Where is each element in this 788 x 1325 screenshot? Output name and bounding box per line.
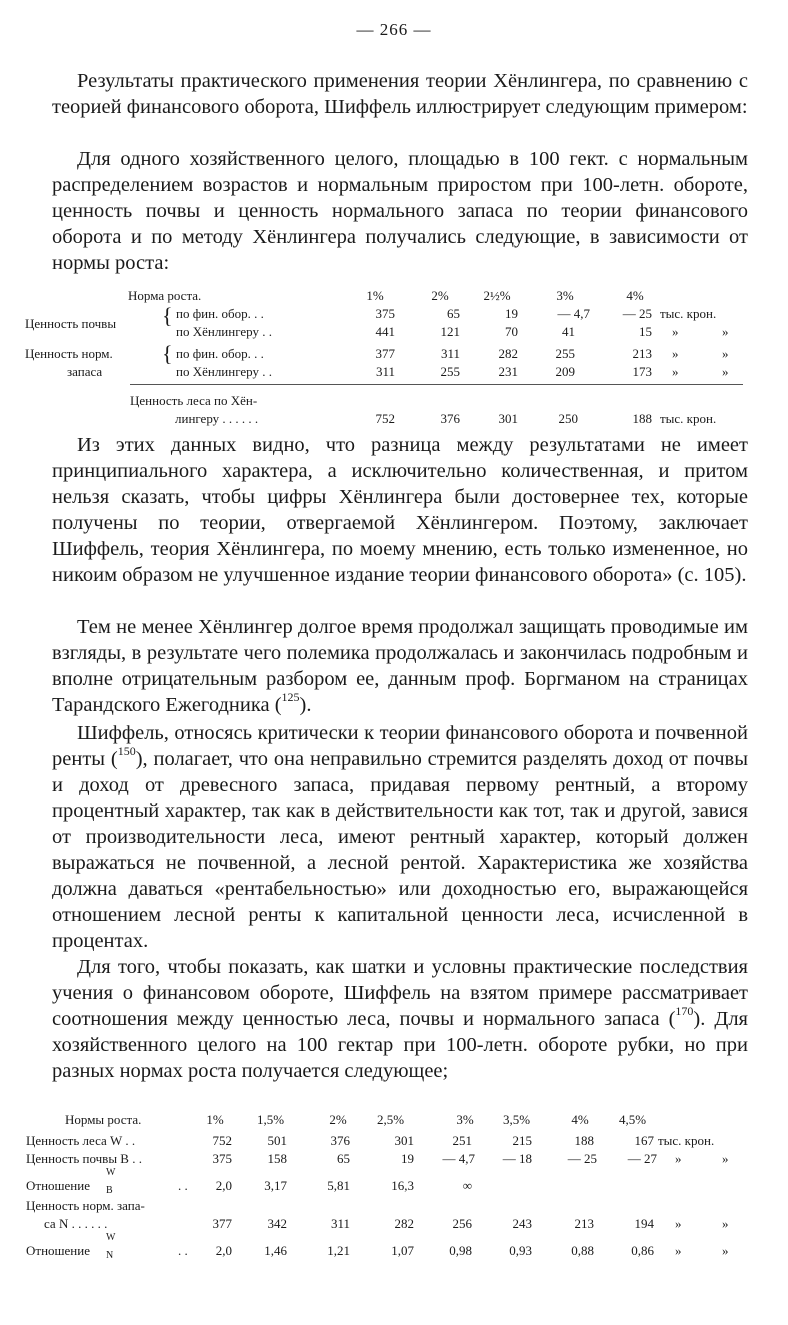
fraction-numerator: W <box>106 1167 116 1178</box>
table-unit: » <box>672 364 679 379</box>
table2-rate: 2,5% <box>376 1112 405 1127</box>
table2-rate: 3% <box>456 1112 474 1127</box>
paragraph-6: Для того, чтобы показать, как шатки и условны практические последствия учения о финансовом обороте, Шиффель на взятом примере рассматривает соотношения между ценностью леса, почвы и нормального запаса ($^{170}$). Для хозяйственного целого на 100 гектар при 100-летн. обороте рубки, но при разных нормах роста получается следующее; <box>52 956 748 1082</box>
table-cell: 377 <box>375 346 395 361</box>
table-cell: 752 <box>375 411 395 426</box>
table-cell: 375 <box>375 306 395 321</box>
table-cell: 1,46 <box>264 1243 287 1258</box>
table-cell: 301 <box>394 1133 414 1148</box>
table-cell: 188 <box>632 411 652 426</box>
table1-rate: 3% <box>556 288 574 303</box>
table2-row-label: са N . . . . . . <box>44 1216 108 1231</box>
table-cell: 215 <box>512 1133 532 1148</box>
table-cell: 209 <box>555 364 575 379</box>
table-cell: 0,88 <box>571 1243 594 1258</box>
table-cell: 0,98 <box>449 1243 472 1258</box>
footnote-ref: 125 <box>281 690 300 705</box>
table-cell: 19 <box>505 306 518 321</box>
table-unit: » <box>722 1243 729 1258</box>
table2-row-label: Ценность норм. запа- <box>26 1198 145 1213</box>
table-cell: 121 <box>440 324 460 339</box>
table-cell: — 4,7 <box>442 1151 475 1166</box>
table2-rate: 1% <box>206 1112 224 1127</box>
table-cell: 213 <box>632 346 652 361</box>
table-cell: 1,07 <box>391 1243 414 1258</box>
table-cell: 251 <box>452 1133 472 1148</box>
table-cell: — 4,7 <box>557 306 590 321</box>
table-cell: 65 <box>337 1151 350 1166</box>
table2-row-label: Отношение <box>26 1178 90 1193</box>
table2-row-label: Ценность почвы B . . <box>26 1151 142 1166</box>
table-unit: » <box>675 1216 682 1231</box>
brace-icon: { <box>162 303 173 328</box>
table1-group-label: Ценность почвы <box>25 316 117 331</box>
paragraph-5: Шиффель, относясь критически к теории финансового оборота и почвенной ренты ($^{150}$), полагает, что она неправильно стремится разделять доход от почвы и доход от древесного запаса, придавая первому рентный, а второму процентный характер, так как в действительности как тот, так и другой, завися от производительности леса, имеют рентный характер, который должен выражаться не почвенной, а лесной рентой. Характеристика же хозяйства должна даваться «рентабельностью» или доходностью его, выражающейся отношением лесной ренты к капитальной ценности леса, исчисленной в процентах. <box>52 722 748 952</box>
table-cell: 3,17 <box>264 1178 287 1193</box>
table-unit: » <box>722 364 729 379</box>
brace-icon: { <box>162 341 173 366</box>
table-cell: 188 <box>574 1133 594 1148</box>
table-cell: 158 <box>267 1151 287 1166</box>
table2-rate: 2% <box>329 1112 347 1127</box>
table-unit: » <box>722 346 729 361</box>
table-unit: » <box>675 1243 682 1258</box>
table1-method: по Хёнлингеру . . <box>176 324 272 339</box>
table2-header-label: Нормы роста. <box>65 1112 142 1127</box>
page-number: — 266 — <box>356 20 432 39</box>
table-unit: тыс. крон. <box>658 1133 715 1148</box>
table2-row-dots: . . <box>178 1178 188 1193</box>
table-unit: » <box>722 1151 729 1166</box>
table2-row-label: Ценность леса W . . <box>26 1133 136 1148</box>
table-cell: 231 <box>498 364 518 379</box>
table-cell: 213 <box>574 1216 594 1231</box>
paragraph-1: Результаты практического применения теории Хёнлингера, по сравнению с теорией финансового оборота, Шиффель иллюстрирует следующим примером: <box>52 70 748 118</box>
table-cell: 377 <box>212 1216 232 1231</box>
table-cell: 301 <box>498 411 518 426</box>
table-cell: 501 <box>267 1133 287 1148</box>
table-cell: — 18 <box>502 1151 532 1166</box>
table-cell: 311 <box>375 364 395 379</box>
table1-method: по Хёнлингеру . . <box>176 364 272 379</box>
table-cell: 342 <box>267 1216 287 1231</box>
table2-row-dots: . . <box>178 1243 188 1258</box>
table-cell: 2,0 <box>215 1243 232 1258</box>
table-unit: тыс. крон. <box>660 306 717 321</box>
table-cell: — 27 <box>627 1151 657 1166</box>
fraction-denominator: B <box>106 1185 113 1196</box>
table-cell: 375 <box>212 1151 232 1166</box>
table-cell: 41 <box>562 324 575 339</box>
table1-rate: 4% <box>626 288 644 303</box>
table-cell: 376 <box>440 411 460 426</box>
table-cell: 243 <box>512 1216 532 1231</box>
table-cell: 16,3 <box>391 1178 414 1193</box>
table-unit: » <box>722 324 729 339</box>
fraction-numerator: W <box>106 1232 116 1243</box>
table-cell: 376 <box>330 1133 350 1148</box>
table-cell: 1,21 <box>327 1243 350 1258</box>
table-cell: 70 <box>505 324 518 339</box>
table-cell: 194 <box>634 1216 654 1231</box>
table-cell: 15 <box>639 324 652 339</box>
table-cell: 65 <box>447 306 460 321</box>
table2-rate: 4% <box>571 1112 589 1127</box>
table-rule <box>130 384 743 385</box>
table-cell: 250 <box>558 411 578 426</box>
table-cell: 441 <box>375 324 395 339</box>
table1-total-label: Ценность леса по Хён- <box>130 393 258 408</box>
table-unit: тыс. крон. <box>660 411 717 426</box>
table-unit: » <box>722 1216 729 1231</box>
table2-row-label: Отношение <box>26 1243 90 1258</box>
footnote-ref: 150 <box>117 744 136 759</box>
table1-group-label: Ценность норм. <box>25 346 113 361</box>
paragraph-2: Для одного хозяйственного целого, площадью в 100 гект. с нормальным распределением возрастов и нормальным приростом при 100-летн. обороте, ценность почвы и ценность нормального запаса по теории финансового оборота и по методу Хёнлингера получались следующие, в зависимости от нормы роста: <box>52 148 748 274</box>
table2-rate: 4,5% <box>618 1112 647 1127</box>
table-cell: 255 <box>555 346 575 361</box>
table1-rate: 2½% <box>483 288 511 303</box>
table2-rate: 1,5% <box>256 1112 285 1127</box>
table-cell: — 25 <box>567 1151 597 1166</box>
table-cell: 752 <box>212 1133 232 1148</box>
table1-method: по фин. обор. . . <box>176 306 264 321</box>
table1-header-label: Норма роста. <box>128 288 202 303</box>
table1-group-label: запаса <box>67 364 103 379</box>
footnote-ref: 170 <box>675 1004 694 1019</box>
table-cell: 282 <box>498 346 518 361</box>
table-cell: 255 <box>440 364 460 379</box>
table-cell: 0,86 <box>631 1243 654 1258</box>
table-cell: ∞ <box>462 1178 472 1193</box>
table-cell: 311 <box>440 346 460 361</box>
table-cell: 173 <box>632 364 652 379</box>
table1-rate: 1% <box>366 288 384 303</box>
table-cell: 311 <box>330 1216 350 1231</box>
table1-rate: 2% <box>431 288 449 303</box>
table-cell: 5,81 <box>327 1178 350 1193</box>
table-cell: 2,0 <box>215 1178 232 1193</box>
table-cell: — 25 <box>622 306 652 321</box>
table1-total-label: лингеру . . . . . . <box>175 411 259 426</box>
table-cell: 19 <box>401 1151 414 1166</box>
table-cell: 282 <box>394 1216 414 1231</box>
table-cell: 0,93 <box>509 1243 532 1258</box>
table-unit: » <box>672 324 679 339</box>
paragraph-4: Тем не менее Хёнлингер долгое время продолжал защищать проводимые им взгляды, в результате чего полемика продолжалась и закончилась подробным и вполне отрицательным разбором ее, данным проф. Боргманом на страницах Тарандского Ежегодника ($^{125}$). <box>52 616 748 716</box>
table2-rate: 3,5% <box>502 1112 531 1127</box>
paragraph-3: Из этих данных видно, что разница между результатами не имеет принципиального характера, а исключительно количественная, и притом нельзя сказать, чтобы цифры Хёнлингера были достовернее тех, которые получены по теории, отвергаемой Хёнлингером. Поэтому, заключает Шиффель, теория Хёнлингера, по моему мнению, есть только измененное, но никоим образом не улучшенное издание теории финансового оборота» (с. 105). <box>52 434 748 586</box>
table-unit: » <box>675 1151 682 1166</box>
table-cell: 167 <box>634 1133 654 1148</box>
table1-method: по фин. обор. . . <box>176 346 264 361</box>
fraction-denominator: N <box>106 1250 114 1261</box>
table-cell: 256 <box>452 1216 472 1231</box>
table-unit: » <box>672 346 679 361</box>
